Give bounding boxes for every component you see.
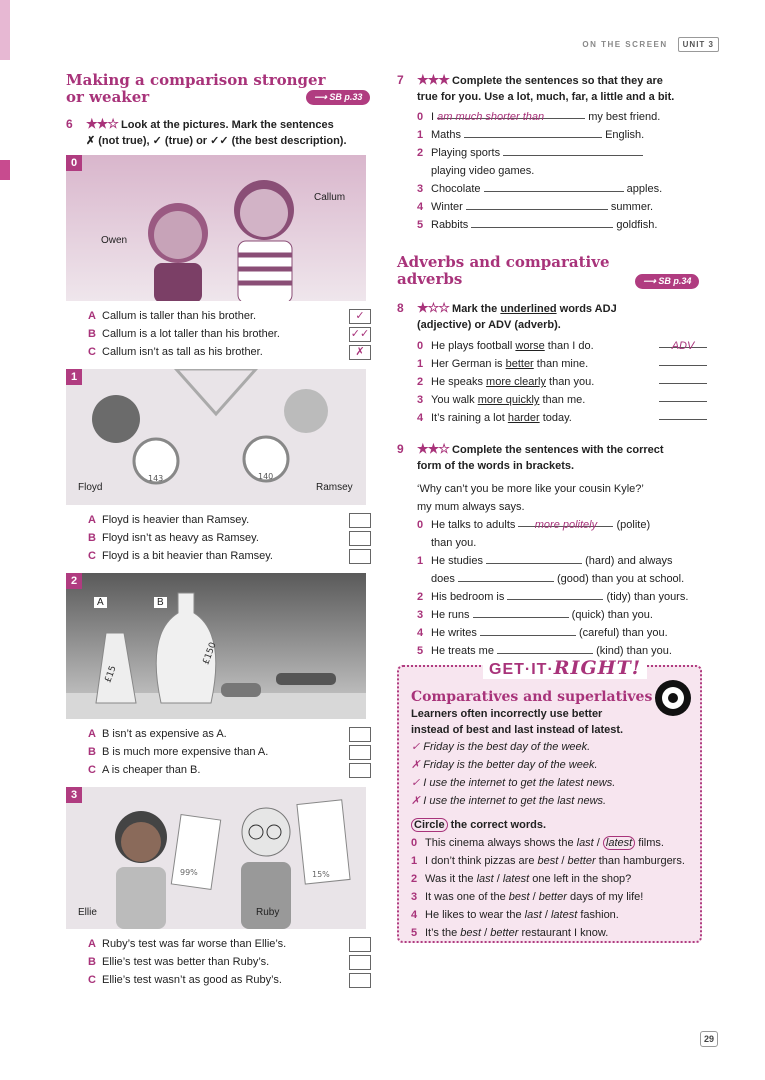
left-column: [66, 72, 371, 989]
option-row: C Ellie’s test wasn’t as good as Ruby’s.: [88, 971, 371, 989]
option-row: A Callum is taller than his brother. ✓: [88, 307, 371, 325]
word-option[interactable]: best: [537, 855, 559, 867]
exercise-8-items: [397, 337, 707, 427]
option-row: A Floyd is heavier than Ramsey.: [88, 511, 371, 529]
list-item: 4 He likes to wear the last / latest fashion.: [411, 909, 619, 921]
list-item: 0 He talks to adults more politely (polite): [417, 516, 707, 534]
difficulty-stars: ★★★: [417, 72, 449, 87]
word-option[interactable]: last: [576, 837, 594, 849]
list-item: 4 It’s raining a lot harder today.: [417, 409, 707, 427]
picture-0-options: [66, 307, 371, 361]
label-vase-b: B: [154, 597, 167, 608]
circle-task-instructions: Circle the correct words.: [411, 816, 688, 834]
get-it-right-title: Comparatives and superlatives: [411, 689, 653, 705]
word-option[interactable]: better: [567, 855, 596, 867]
list-item: 4 Winter summer.: [417, 201, 654, 213]
example-correct: ✓ I use the internet to get the latest news.: [411, 777, 616, 789]
right-column: [397, 72, 707, 660]
unit-label: UNIT 3: [678, 37, 719, 52]
answer-box[interactable]: ✓✓: [350, 327, 370, 340]
exercise-7-instructions: 7 ★★★ Complete the sentences so that they are true for you. Use a lot, much, far, a little and a bit.: [397, 72, 675, 103]
answer-blank[interactable]: [466, 199, 608, 210]
list-item: 1 I don’t think pizzas are best / better than hamburgers.: [411, 855, 685, 867]
list-item: 1 Her German is better than mine.: [417, 355, 707, 373]
label-ruby: Ruby: [256, 907, 280, 918]
answer-blank[interactable]: [484, 181, 624, 192]
list-item: 0 This cinema always shows the last / latest films.: [411, 837, 664, 849]
label-floyd: Floyd: [78, 482, 103, 493]
picture-2-options: [66, 725, 371, 779]
section-title-comparison: Making a comparison stronger or weaker: [66, 71, 326, 106]
vases-illustration: [66, 573, 366, 719]
answer-box[interactable]: [349, 513, 371, 528]
example-incorrect: ✗ Friday is the better day of the week.: [411, 759, 598, 771]
page-edge-tab: [0, 0, 10, 60]
word-option-circled[interactable]: latest: [603, 836, 635, 850]
word-option[interactable]: better: [490, 927, 519, 939]
option-row: B Callum is a lot taller than his brother. ✓✓: [88, 327, 370, 340]
page-number: 29: [700, 1031, 718, 1047]
answer-box[interactable]: [349, 745, 371, 760]
score-ellie: 99%: [180, 868, 198, 877]
quote-intro: ‘Why can’t you be more like your cousin Kyle?’: [417, 483, 644, 495]
answer-box[interactable]: ✓: [349, 309, 371, 324]
list-item: 0 I am much shorter than my best friend.: [417, 108, 707, 126]
price-tag-a: £15: [103, 664, 119, 685]
list-item: 2 His bedroom is (tidy) than yours.: [417, 591, 689, 603]
list-item: 1 He studies (hard) and always: [417, 555, 673, 567]
list-item: 2 Playing sports: [417, 144, 707, 162]
get-it-right-banner: GET·IT·RIGHT!: [483, 657, 647, 679]
answer-blank[interactable]: [659, 391, 707, 402]
answer-blank[interactable]: [471, 217, 613, 228]
word-option[interactable]: better: [538, 891, 567, 903]
list-item: does (good) than you at school.: [431, 573, 685, 585]
answer-blank[interactable]: [503, 145, 643, 156]
answer-blank[interactable]: [458, 571, 554, 582]
answer-box[interactable]: [349, 937, 371, 952]
option-row: C A is cheaper than B.: [88, 761, 371, 779]
list-item: 3 It was one of the best / better days of my life!: [411, 891, 644, 903]
page-edge-marker: [0, 160, 10, 180]
answer-blank[interactable]: [464, 127, 602, 138]
answer-blank[interactable]: [480, 625, 576, 636]
answer-box[interactable]: [349, 955, 371, 970]
label-ramsey: Ramsey: [316, 482, 353, 493]
section-name: ON THE SCREEN: [582, 40, 668, 49]
answer-blank[interactable]: [473, 607, 569, 618]
exercise-8-instructions: 8 ★☆☆ Mark the underlined words ADJ (adjective) or ADV (adverb).: [397, 300, 617, 331]
picture-1-scales: 1 143 140 Floyd Ramsey: [66, 369, 366, 505]
word-option[interactable]: best: [508, 891, 530, 903]
difficulty-stars: ★★☆: [86, 116, 118, 131]
answer-blank[interactable]: am much shorter than: [437, 108, 585, 119]
example-correct: ✓ Friday is the best day of the week.: [411, 741, 591, 753]
difficulty-stars: ★★☆: [417, 441, 449, 456]
list-item: 0 He plays football worse than I do. ADV: [417, 337, 707, 355]
list-item: 5 It’s the best / better restaurant I know.: [411, 927, 609, 939]
difficulty-stars: ★☆☆: [417, 300, 449, 315]
label-vase-a: A: [94, 597, 107, 608]
word-option[interactable]: last: [476, 873, 494, 885]
list-item: 3 Chocolate apples.: [417, 183, 663, 195]
option-row: C Callum isn’t as tall as his brother. ✗: [88, 343, 371, 361]
label-ellie: Ellie: [78, 907, 97, 918]
sb-reference-badge: ⟶ SB p.34: [635, 274, 699, 289]
answer-box[interactable]: [349, 531, 371, 546]
picture-3-options: [66, 935, 371, 989]
exercise-9-items: ‘Why can’t you be more like your cousin Kyle?’ my mum always says. 0 He talks to adults more politely (polite) than you. 1 He studies (hard) and always does (good) than you at school. 2 His bedroom is (tidy) than yours. 3 He runs (quick) than you. 4 He writes (careful) than you. 5 He treats me (kind) than you.: [397, 480, 707, 660]
brothers-illustration: [66, 155, 366, 301]
label-owen: Owen: [101, 235, 128, 246]
answer-blank[interactable]: [486, 553, 582, 564]
exercise-6-instructions: 6 ★★☆ Look at the pictures. Mark the sentences ✗ (not true), ✓ (true) or ✓✓ (the best description).: [66, 116, 347, 147]
score-ruby: 15%: [312, 870, 330, 879]
list-item: 5 Rabbits goldfish.: [417, 219, 658, 231]
price-tag-b: £150: [201, 641, 219, 667]
section-title-adverbs: Adverbs and comparative adverbs: [397, 253, 610, 288]
answer-box[interactable]: [349, 549, 371, 564]
answer-box[interactable]: [349, 973, 371, 988]
picture-1-options: [66, 511, 371, 565]
sb-reference-badge: ⟶ SB p.33: [306, 90, 370, 105]
answer-blank[interactable]: ADV: [659, 337, 707, 348]
answer-box[interactable]: ✗: [349, 345, 371, 360]
list-item: 2 He speaks more clearly than you.: [417, 373, 707, 391]
scale-reading-ramsey: 140: [258, 472, 274, 481]
tests-illustration: [66, 787, 366, 929]
answer-blank[interactable]: [497, 643, 593, 654]
option-row: A B isn’t as expensive as A.: [88, 725, 371, 743]
picture-3-tests: 3 99% 15% Ellie Ruby: [66, 787, 366, 929]
exercise-7-items: 0 I am much shorter than my best friend. 1 Maths English. 2 Playing sports playing video games. 3 Chocolate apples. 4 Winter summer. 5 Rabbits goldfish.: [397, 108, 707, 234]
list-item: 4 He writes (careful) than you.: [417, 627, 668, 639]
list-item: 2 Was it the last / latest one left in the shop?: [411, 873, 632, 885]
option-row: A Ruby’s test was far worse than Ellie’s.: [88, 935, 371, 953]
option-row: B Floyd isn’t as heavy as Ramsey.: [88, 529, 371, 547]
option-row: B B is much more expensive than A.: [88, 743, 371, 761]
option-row: C Floyd is a bit heavier than Ramsey.: [88, 547, 371, 565]
list-item: 1 Maths English.: [417, 129, 645, 141]
list-item: 3 You walk more quickly than me.: [417, 391, 707, 409]
list-item: 3 He runs (quick) than you.: [417, 609, 653, 621]
word-option[interactable]: latest: [502, 873, 530, 885]
answer-box[interactable]: [349, 727, 371, 742]
running-header: [582, 37, 719, 52]
word-option[interactable]: best: [460, 927, 482, 939]
picture-2-vases: 2 £15 £150 A B: [66, 573, 366, 719]
picture-0-brothers: 0 Callum Owen: [66, 155, 366, 301]
answer-blank[interactable]: [507, 589, 603, 600]
word-option[interactable]: latest: [550, 909, 578, 921]
exercise-9-instructions: 9 ★★☆ Complete the sentences with the correct form of the words in brackets.: [397, 441, 664, 472]
answer-blank[interactable]: more politely: [518, 516, 613, 527]
get-it-right-box: GET·IT·RIGHT! Comparatives and superlatives Learners often incorrectly use better instead of best and last instead of latest. ✓ Friday is the best day of the week. ✗ Friday is the better day of the week. ✓ I use the internet to get the latest news. ✗ I use the internet to get the last news. Circle the correct words. 0 This cinema always shows the last / latest films. 1 I don’t think pizzas are best / better than hamburgers. 2 Was it the last / latest one left in the shop? 3 It was one of the best / better days of my life! 4 He likes to wear the last / latest fashion. 5 It’s the best / better restaurant I know.: [397, 665, 702, 943]
list-item: 5 He treats me (kind) than you.: [417, 645, 672, 657]
answer-box[interactable]: [349, 763, 371, 778]
word-option[interactable]: last: [524, 909, 542, 921]
example-incorrect: ✗ I use the internet to get the last news.: [411, 795, 607, 807]
scale-reading-floyd: 143: [148, 474, 164, 483]
answer-blank[interactable]: [659, 373, 707, 384]
answer-blank[interactable]: [659, 409, 707, 420]
label-callum: Callum: [314, 192, 346, 203]
option-row: B Ellie’s test was better than Ruby’s.: [88, 953, 371, 971]
answer-blank[interactable]: [659, 355, 707, 366]
